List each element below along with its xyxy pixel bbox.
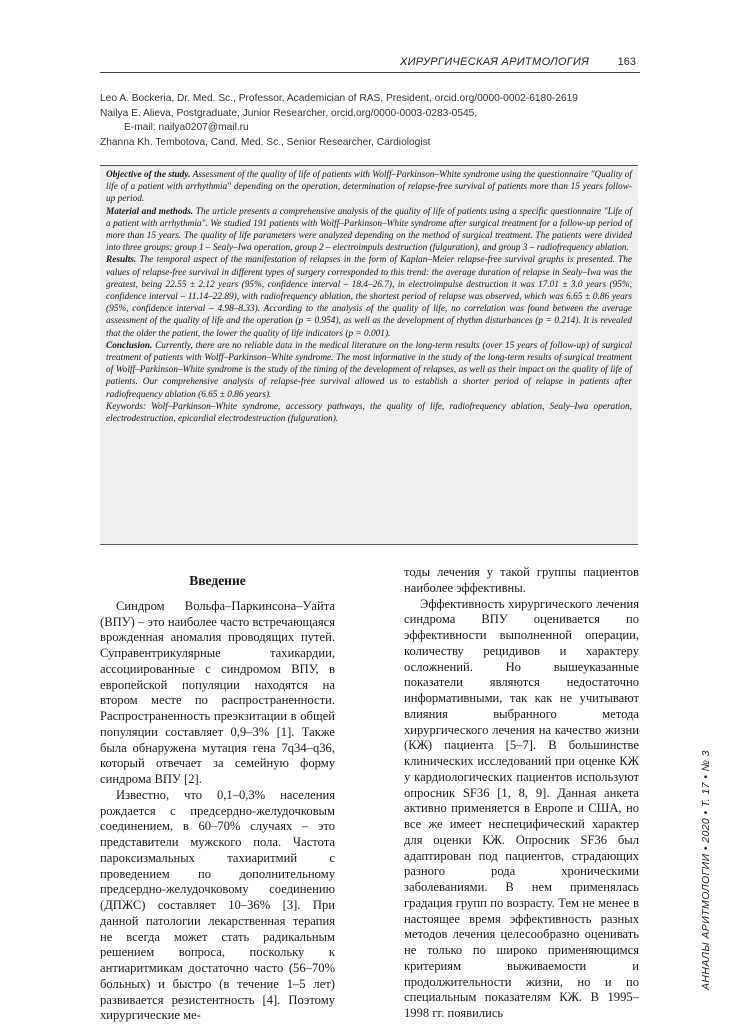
abstract-methods [106,206,632,255]
body-paragraph: Известно, что 0,1–0,3% населения рождается с предсердно-желудочковым соединением, в 60–70% случаях – это представители мужского пола. Частота пароксизмальных тахиаритмий с проведением по дополнительному предсердно-желудочковому соединению (ДПЖС) составляет 10–36% [3]. При данной патологии лекарственная терапия не всегда может стать радикальным решением вопроса, поскольку к антиаритмикам достаточно часто (56–70% больных) и быстро (в течение 1–5 лет) развивается резистентность [4]. Поэтому хирургические ме- [100,787,335,1023]
abstract-box [100,165,638,545]
body-paragraph: Эффективность хирургического лечения синдрома ВПУ оценивается по эффективности выполненной операции, количеству рецидивов и характеру осложнений. Но вышеуказанные показатели являются недостаточно информативными, так как не учитывают влияния выбранного метода хирургического лечения на качество жизни (КЖ) пациента [5–7]. В большинстве клинических исследований при оценке КЖ у кардиологических пациентов используют опросник SF36 [1, 8, 9]. Данная анкета активно применяется в Европе и США, но все же имеет неспецифический характер для оценки КЖ. Опросник SF36 был адаптирован под пациентов, страдающих разного рода хроническими заболеваниями. В нем применялась градация групп по возрасту. Тем не менее в настоящее время эффективность разных методов лечения целесообразно оценивать не только по широко применяющимся критериям выживаемости и продолжительности жизни, но и по специальным показателям КЖ. В 1995–1998 гг. появились [404,596,639,1020]
abstract-label: Material and methods. [106,206,194,217]
abstract-keywords [106,401,632,425]
abstract-text: The temporal aspect of the manifestation of relapses in the form of Kaplan–Meier relapse-free survival graphs is presented. The values of relapse-free survival in different types of surgery corresponded to this trend: the average duration of relapse in Sealy–Iwa was the greatest, being 22.55 ± 2.12 years (95%, confidence interval – 18.4–26.7), in electroimpulse destruction it was 17.01 ± 3.0 years (95%, confidence interval – 11.14–22.89), with radiofrequency ablation, the shortest period of relapse was observed, which was 6.65 ± 0.86 years (95%, confidence interval – 4.98–8.33). According to the analysis of the quality of life, no correlation was found between the average assessment of the quality of life and the operation (p = 0.954), as well as the development of rhythm disturbances (p = 0.214). It is revealed that the older the patient, the lower the quality of life indicators (p = 0.001). [106,255,632,339]
author-email: E-mail: nailya0207@mail.ru [124,122,249,134]
abstract-text: Wolf–Parkinson–White syndrome, accessory pathways, the quality of life, radiofrequency ablation, Sealy–Iwa operation, electrodestruction, epicardial electrodestruction (fulguration). [106,401,632,425]
abstract-label: Conclusion. [106,340,153,351]
abstract-objective [106,169,632,206]
body-paragraph: тоды лечения у такой группы пациентов наиболее эффективны. [404,565,639,595]
abstract-conclusion [106,340,632,401]
abstract-label: Objective of the study. [106,170,191,180]
author-line: Zhanna Kh. Tembotova, Cand. Med. Sc., Senior Researcher, Cardiologist [100,136,431,148]
running-header [100,50,640,73]
abstract-label: Results. [106,255,137,266]
abstract-text: The article presents a comprehensive analysis of the quality of life of patients using a specific questionnaire "Life of a patient with arrhythmia". We studied 191 patients with Wolff–Parkinson–White syndrome after surgical treatment for a follow-up period of more than 15 years. The quality of life parameters were analyzed depending on the method of surgical treatment. The patients were divided into three groups: group 1 – Sealy–Iwa operation, group 2 – electroimpuls destruction (fulguration), and group 3 – radiofrequency ablation. [106,206,632,254]
abstract-results [106,254,632,339]
body-column-right [404,565,639,1022]
page-number: 163 [617,56,636,68]
abstract-text: Currently, there are no reliable data in the medical literature on the long-term results (over 15 years of follow-up) of surgical treatment of patients with Wolff–Parkinson–White syndrome. The most informative in the study of the long-term results of surgical treatment of Wolff–Parkinson–White syndrome is the study of the timing of the development of relapses, as well as their impact on the quality of life of patients. Our comprehensive analysis of relapse-free survival allowed us to establish a shorter period of relapse in patients after radiofrequency ablation (6.65 ± 0.86 years). [106,340,632,400]
journal-section-title: ХИРУРГИЧЕСКАЯ АРИТМОЛОГИЯ [400,56,590,68]
author-line: Nailya E. Alieva, Postgraduate, Junior Researcher, orcid.org/0000-0003-0283-0545, [100,107,478,119]
author-line: Leo A. Bockeria, Dr. Med. Sc., Professor, Academician of RAS, President, orcid.org/0000-0002-6180-2619 [100,93,578,104]
section-heading: Введение [189,573,246,588]
abstract-text: Assessment of the quality of life of patients with Wolff–Parkinson–White syndrome using the questionnaire "Quality of life of a patient with arrhythmia" depending on the operation, determination of relapse-free survival of patients more than 15 years follow-up period. [106,170,632,205]
author-list [100,92,640,150]
journal-side-label: АННАЛЫ АРИТМОЛОГИИ • 2020 • Т. 17 • № 3 [700,750,712,990]
body-paragraph: Синдром Вольфа–Паркинсона–Уайта (ВПУ) – это наиболее часто встречающаяся врожденная аномалия проводящих путей. Суправентрикулярные тахикардии, ассоциированные с синдромом ВПУ, в европейской популяции находятся на втором месте по распространенности. Распространенность преэкзитации в общей популяции составляет 0,9–3% [1]. Также была обнаружена мутация гена 7q34–q36, который отвечает за семейную форму синдрома ВПУ [2]. [100,598,335,786]
body-column-left [100,565,335,1024]
abstract-label: Keywords: [106,401,146,412]
